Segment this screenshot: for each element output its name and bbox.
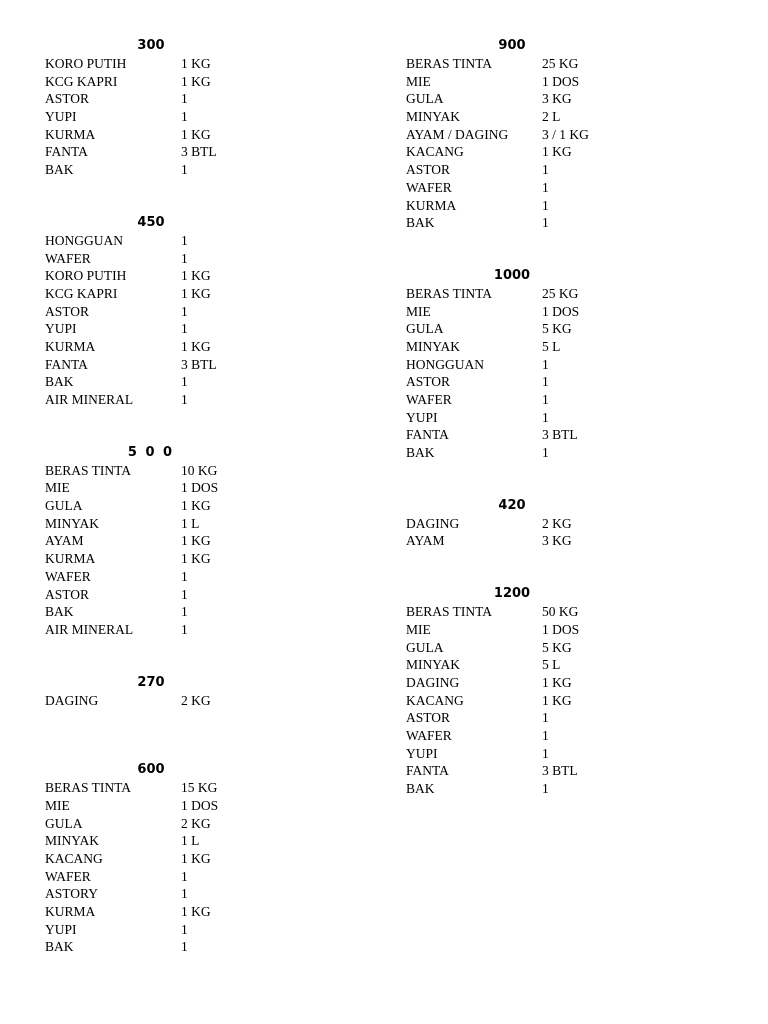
item-quantity: 1 KG [181,551,211,567]
item-name: FANTA [45,144,88,160]
item-row [45,285,365,303]
item-name: GULA [406,639,444,655]
item-row [45,267,365,285]
item-name: BAK [45,604,74,620]
item-quantity: 3 / 1 KG [542,126,589,142]
item-name: HONGGUAN [45,232,123,248]
item-row [45,126,365,144]
item-name: KURMA [45,551,96,567]
left-column [45,37,365,956]
item-row [406,90,726,108]
item-name: DAGING [406,674,460,690]
item-row [406,621,726,639]
item-row [45,73,365,91]
item-quantity: 1 DOS [542,621,580,637]
item-quantity: 1 DOS [181,797,219,813]
item-row [406,338,726,356]
item-quantity: 1 [181,568,188,584]
item-row [406,55,726,73]
item-row [45,550,365,568]
package-title: 270 [137,674,165,690]
item-name: KORO PUTIH [45,56,127,71]
item-name: BERAS TINTA [406,285,493,301]
item-quantity: 1 [542,356,549,372]
item-name: GULA [45,498,83,514]
package-block [45,761,365,956]
item-row [45,815,365,833]
item-name: BAK [406,781,435,796]
item-quantity: 3 BTL [181,356,217,372]
item-name: BERAS TINTA [45,462,132,478]
item-row [406,108,726,126]
item-quantity: 1 KG [181,851,211,866]
item-quantity: 1 DOS [181,480,219,496]
item-name: MINYAK [406,657,460,673]
item-name: DAGING [406,515,460,531]
item-quantity: 1 [181,109,188,125]
item-quantity: 1 [181,921,188,937]
item-quantity: 1 [542,179,549,195]
item-row [406,639,726,657]
item-quantity: 1 KG [542,674,572,690]
item-row [406,373,726,391]
item-name: GULA [406,91,444,107]
item-quantity: 3 BTL [181,144,217,160]
item-row [45,303,365,321]
item-row [45,108,365,126]
item-quantity: 25 KG [542,56,579,71]
item-row [45,232,365,250]
item-quantity: 50 KG [542,604,579,620]
item-row [406,126,726,144]
item-row [406,285,726,303]
item-row [45,568,365,586]
item-quantity: 3 KG [542,91,572,107]
item-name: YUPI [406,745,438,761]
item-quantity: 1 [181,939,188,955]
item-quantity: 1 [542,197,549,213]
item-quantity: 1 [542,727,549,743]
item-row [45,497,365,515]
item-name: WAFER [45,250,91,266]
item-row [406,762,726,780]
item-name: MIE [45,797,70,813]
item-name: FANTA [406,763,449,779]
item-row [406,780,726,798]
item-name: YUPI [45,321,77,337]
item-name: MINYAK [45,833,99,849]
item-name: AIR MINERAL [45,621,134,637]
item-name: KURMA [45,904,96,920]
item-name: KCG KAPRI [45,285,118,301]
item-row [45,515,365,533]
item-name: WAFER [406,179,452,195]
item-row [406,320,726,338]
item-name: ASTOR [406,162,451,178]
item-row [45,921,365,939]
item-row [406,143,726,161]
item-quantity: 1 KG [181,285,211,301]
item-quantity: 1 [542,745,549,761]
item-quantity: 1 [181,374,188,390]
item-row [45,903,365,921]
item-quantity: 1 [181,392,188,407]
package-title: 600 [137,762,165,778]
item-name: YUPI [406,409,438,425]
item-name: BERAS TINTA [406,604,493,620]
item-quantity: 1 [542,215,549,231]
item-quantity: 1 KG [181,338,211,354]
item-row [406,727,726,745]
item-name: KURMA [406,197,457,213]
package-title: 450 [137,214,165,230]
package-block [45,214,365,409]
package-block [406,497,726,550]
package-title: 900 [498,38,526,53]
item-quantity: 1 KG [542,692,572,708]
item-name: AYAM [406,533,445,549]
item-name: FANTA [45,356,88,372]
item-name: ASTORY [45,886,99,902]
item-name: KURMA [45,338,96,354]
item-row [45,850,365,868]
item-name: MINYAK [45,515,99,531]
item-row [45,55,365,73]
item-quantity: 15 KG [181,780,218,796]
item-name: ASTOR [45,303,90,319]
item-name: WAFER [406,392,452,407]
item-quantity: 25 KG [542,285,579,301]
item-row [45,621,365,639]
item-row [406,73,726,91]
item-quantity: 1 KG [181,56,211,71]
item-quantity: 1 [181,162,188,178]
item-quantity: 1 KG [181,268,211,284]
item-quantity: 1 [181,303,188,319]
item-row [406,161,726,179]
item-name: YUPI [45,921,77,937]
package-block [45,674,365,710]
item-row [45,885,365,903]
item-quantity: 1 [542,409,549,425]
item-name: BERAS TINTA [406,56,493,71]
item-name: BAK [406,215,435,231]
item-row [45,603,365,621]
item-quantity: 1 [181,232,188,248]
item-row [45,692,365,710]
item-name: BAK [45,939,74,955]
package-block [406,585,726,798]
package-block [406,37,726,232]
item-quantity: 1 [542,445,549,461]
item-name: BAK [406,445,435,461]
item-name: WAFER [406,727,452,743]
item-row [406,426,726,444]
item-row [406,356,726,374]
item-row [45,938,365,956]
item-name: MIE [406,303,431,319]
item-name: WAFER [45,568,91,584]
item-quantity: 1 L [181,833,200,849]
item-row [45,143,365,161]
package-title: 420 [498,497,526,513]
item-name: YUPI [45,109,77,125]
item-row [406,603,726,621]
item-name: GULA [406,321,444,337]
package-title: 1200 [493,586,531,602]
item-row [406,745,726,763]
item-quantity: 1 [181,886,188,902]
item-name: MIE [406,73,431,89]
item-name: FANTA [406,427,449,443]
item-name: KACANG [45,851,103,866]
item-quantity: 1 [542,392,549,407]
item-name: BAK [45,374,74,390]
item-quantity: 1 [181,621,188,637]
item-name: BAK [45,162,74,178]
item-quantity: 2 KG [181,692,211,708]
item-row [406,444,726,462]
item-quantity: 1 DOS [542,303,580,319]
item-quantity: 3 BTL [542,427,578,443]
item-row [45,462,365,480]
item-row [45,250,365,268]
item-row [406,692,726,710]
item-quantity: 3 BTL [542,763,578,779]
right-column [406,37,726,798]
item-quantity: 1 [181,321,188,337]
package-block [45,444,365,639]
item-quantity: 5 KG [542,639,572,655]
item-quantity: 5 L [542,657,561,673]
item-name: ASTOR [45,91,90,107]
item-quantity: 5 L [542,338,561,354]
item-row [45,320,365,338]
item-quantity: 1 [542,162,549,178]
item-quantity: 1 [542,710,549,726]
item-name: DAGING [45,692,99,708]
item-row [406,532,726,550]
item-row [406,409,726,427]
item-quantity: 1 KG [181,498,211,514]
item-name: HONGGUAN [406,356,484,372]
item-quantity: 2 KG [181,815,211,831]
item-name: ASTOR [406,374,451,390]
item-name: KACANG [406,144,464,160]
item-row [45,373,365,391]
item-quantity: 1 KG [542,144,572,160]
item-quantity: 10 KG [181,462,218,478]
item-quantity: 5 KG [542,321,572,337]
item-name: KURMA [45,126,96,142]
item-name: KACANG [406,692,464,708]
item-name: BERAS TINTA [45,780,132,796]
item-quantity: 1 KG [181,73,211,89]
item-row [406,391,726,409]
package-block [45,37,365,179]
item-row [45,832,365,850]
item-quantity: 2 L [542,109,561,125]
item-row [406,656,726,674]
item-quantity: 1 [542,781,549,796]
package-title: 1000 [493,267,531,283]
item-name: MIE [45,480,70,496]
item-row [45,356,365,374]
item-row [45,868,365,886]
item-name: ASTOR [406,710,451,726]
item-quantity: 1 DOS [542,73,580,89]
item-name: MINYAK [406,338,460,354]
item-name: AYAM / DAGING [406,126,509,142]
item-quantity: 1 KG [181,904,211,920]
item-row [406,179,726,197]
item-quantity: 2 KG [542,515,572,531]
item-row [45,391,365,409]
item-quantity: 1 [181,250,188,266]
item-row [45,161,365,179]
package-block [406,267,726,462]
item-row [45,532,365,550]
item-row [406,214,726,232]
item-row [406,197,726,215]
item-name: MINYAK [406,109,460,125]
item-name: GULA [45,815,83,831]
item-row [406,674,726,692]
item-row [45,338,365,356]
item-quantity: 1 [181,604,188,620]
item-quantity: 1 [542,374,549,390]
item-name: AIR MINERAL [45,392,134,407]
item-name: ASTOR [45,586,90,602]
item-quantity: 1 KG [181,533,211,549]
item-row [45,90,365,108]
item-quantity: 1 L [181,515,200,531]
item-quantity: 1 [181,586,188,602]
item-name: KCG KAPRI [45,73,118,89]
item-quantity: 1 KG [181,126,211,142]
item-row [406,515,726,533]
item-row [45,797,365,815]
package-title: 5 0 0 [127,444,175,460]
item-row [406,303,726,321]
item-name: AYAM [45,533,84,549]
package-title: 300 [137,38,165,53]
item-quantity: 1 [181,868,188,884]
item-name: KORO PUTIH [45,268,127,284]
item-row [406,709,726,727]
item-name: WAFER [45,868,91,884]
item-row [45,479,365,497]
item-row [45,779,365,797]
item-name: MIE [406,621,431,637]
item-row [45,586,365,604]
item-quantity: 1 [181,91,188,107]
item-quantity: 3 KG [542,533,572,549]
